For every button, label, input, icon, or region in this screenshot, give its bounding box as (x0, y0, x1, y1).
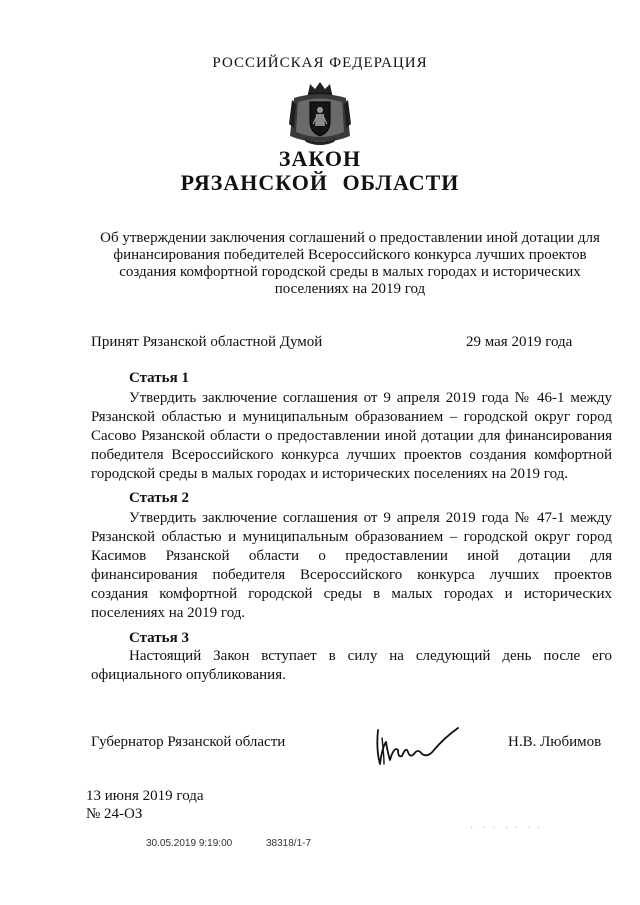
scan-noise-dots: . . . . . . . (470, 820, 540, 831)
registration-code: 38318/1-7 (266, 838, 312, 849)
country-name: РОССИЙСКАЯ ФЕДЕРАЦИЯ (212, 55, 428, 71)
article-1-text: Утвердить заключение соглашения от 9 апреля 2019 года № 46-1 между Рязанской областью и муниципальным образованием – городской округ город Сасово Рязанской области о предоставлении иной дотации для финансирования победителя Всероссийского конкурса лучших проектов создания комфортной городской среды в малых городах и исторических поселениях на 2019 год. (91, 390, 612, 482)
article-1-heading: Статья 1 (129, 370, 189, 386)
law-subject: Об утверждении заключения соглашений о предоставлении иной дотации для финансирования победителей Всероссийского конкурса лучших проектов создания комфортной городской среды в малых городах и исторических поселениях на 2019 год (100, 230, 600, 297)
ryazan-coat-of-arms-icon (286, 80, 354, 146)
article-3-heading: Статья 3 (129, 630, 189, 646)
governor-name: Н.В. Любимов (508, 734, 602, 750)
adoption-label: Принят Рязанской областной Думой (91, 334, 323, 350)
signing-date: 13 июня 2019 года (86, 788, 204, 804)
law-number: № 24-ОЗ (86, 806, 143, 822)
article-2-heading: Статья 2 (129, 490, 189, 506)
article-2-text: Утвердить заключение соглашения от 9 апреля 2019 года № 47-1 между Рязанской областью и муниципальным образованием – городской округ город Касимов Рязанской области о предоставлении иной дотации для финансирования победителя Всероссийского конкурса лучших проектов создания комфортной городской среды в малых городах и исторических поселениях на 2019 год. (91, 510, 612, 621)
handwritten-signature-icon (372, 720, 462, 768)
governor-position: Губернатор Рязанской области (91, 734, 286, 750)
law-title-line-1: ЗАКОН (278, 146, 362, 171)
law-title-line-2: РЯЗАНСКОЙ ОБЛАСТИ (180, 170, 460, 195)
registration-timestamp: 30.05.2019 9:19:00 (146, 838, 233, 849)
article-3-text: Настоящий Закон вступает в силу на следующий день после его официального опубликования. (91, 648, 612, 683)
adoption-date: 29 мая 2019 года (466, 334, 573, 350)
